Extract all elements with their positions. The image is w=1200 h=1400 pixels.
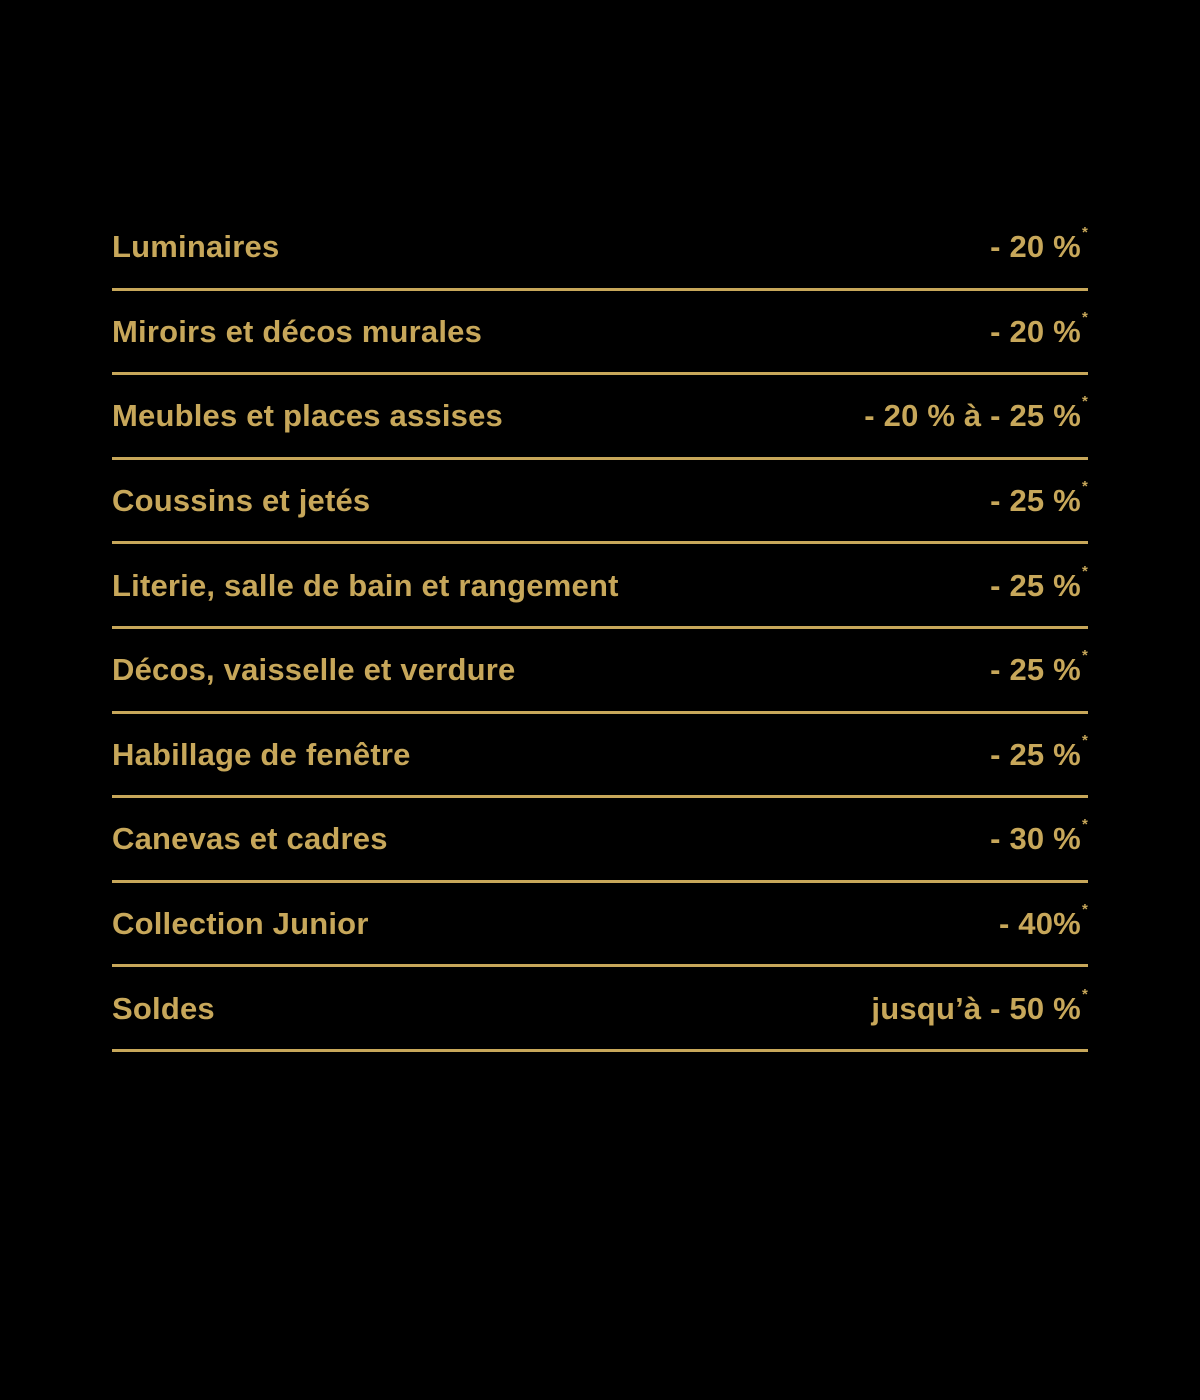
discount-list — [112, 206, 1088, 1052]
category-label: Literie, salle de bain et rangement — [112, 567, 619, 603]
discount-row-canevas — [112, 798, 1088, 883]
footnote-asterisk: * — [1081, 562, 1088, 580]
category-label: Miroirs et décos murales — [112, 313, 483, 349]
footnote-asterisk: * — [1081, 393, 1088, 411]
footnote-asterisk: * — [1081, 478, 1088, 496]
discount-row-literie — [112, 544, 1088, 629]
footnote-asterisk: * — [1081, 647, 1088, 665]
category-label: Collection Junior — [112, 906, 369, 942]
discount-row-coussins — [112, 460, 1088, 545]
footnote-asterisk: * — [1081, 308, 1088, 326]
footnote-asterisk: * — [1081, 816, 1088, 834]
category-label: Soldes — [112, 990, 215, 1026]
footnote-asterisk: * — [1081, 731, 1088, 749]
category-label: Décos, vaisselle et verdure — [112, 652, 516, 688]
footnote-asterisk: * — [1081, 901, 1088, 919]
discount-row-junior — [112, 883, 1088, 968]
footnote-asterisk: * — [1081, 224, 1088, 242]
discount-value: - 25 %* — [990, 562, 1088, 603]
category-label: Luminaires — [112, 229, 280, 265]
category-label: Habillage de fenêtre — [112, 736, 411, 772]
category-label: Meubles et places assises — [112, 398, 504, 434]
discount-value: - 40%* — [998, 901, 1088, 942]
discount-value: - 25 %* — [990, 731, 1088, 772]
discount-row-meubles — [112, 375, 1088, 460]
discount-row-habillage — [112, 714, 1088, 799]
discount-row-miroirs — [112, 291, 1088, 376]
discount-value: - 20 %* — [990, 224, 1088, 265]
discount-row-soldes — [112, 967, 1088, 1052]
discount-row-luminaires — [112, 206, 1088, 291]
footnote-asterisk: * — [1081, 985, 1088, 1003]
discount-value: - 20 % à - 25 %* — [864, 393, 1088, 434]
category-label: Canevas et cadres — [112, 821, 388, 857]
discount-value: - 20 %* — [990, 308, 1088, 349]
category-label: Coussins et jetés — [112, 483, 371, 519]
discount-value: - 30 %* — [990, 816, 1088, 857]
discount-value: - 25 %* — [990, 478, 1088, 519]
discount-value: jusqu’à - 50 %* — [871, 985, 1088, 1026]
discount-row-decos — [112, 629, 1088, 714]
discount-value: - 25 %* — [990, 647, 1088, 688]
